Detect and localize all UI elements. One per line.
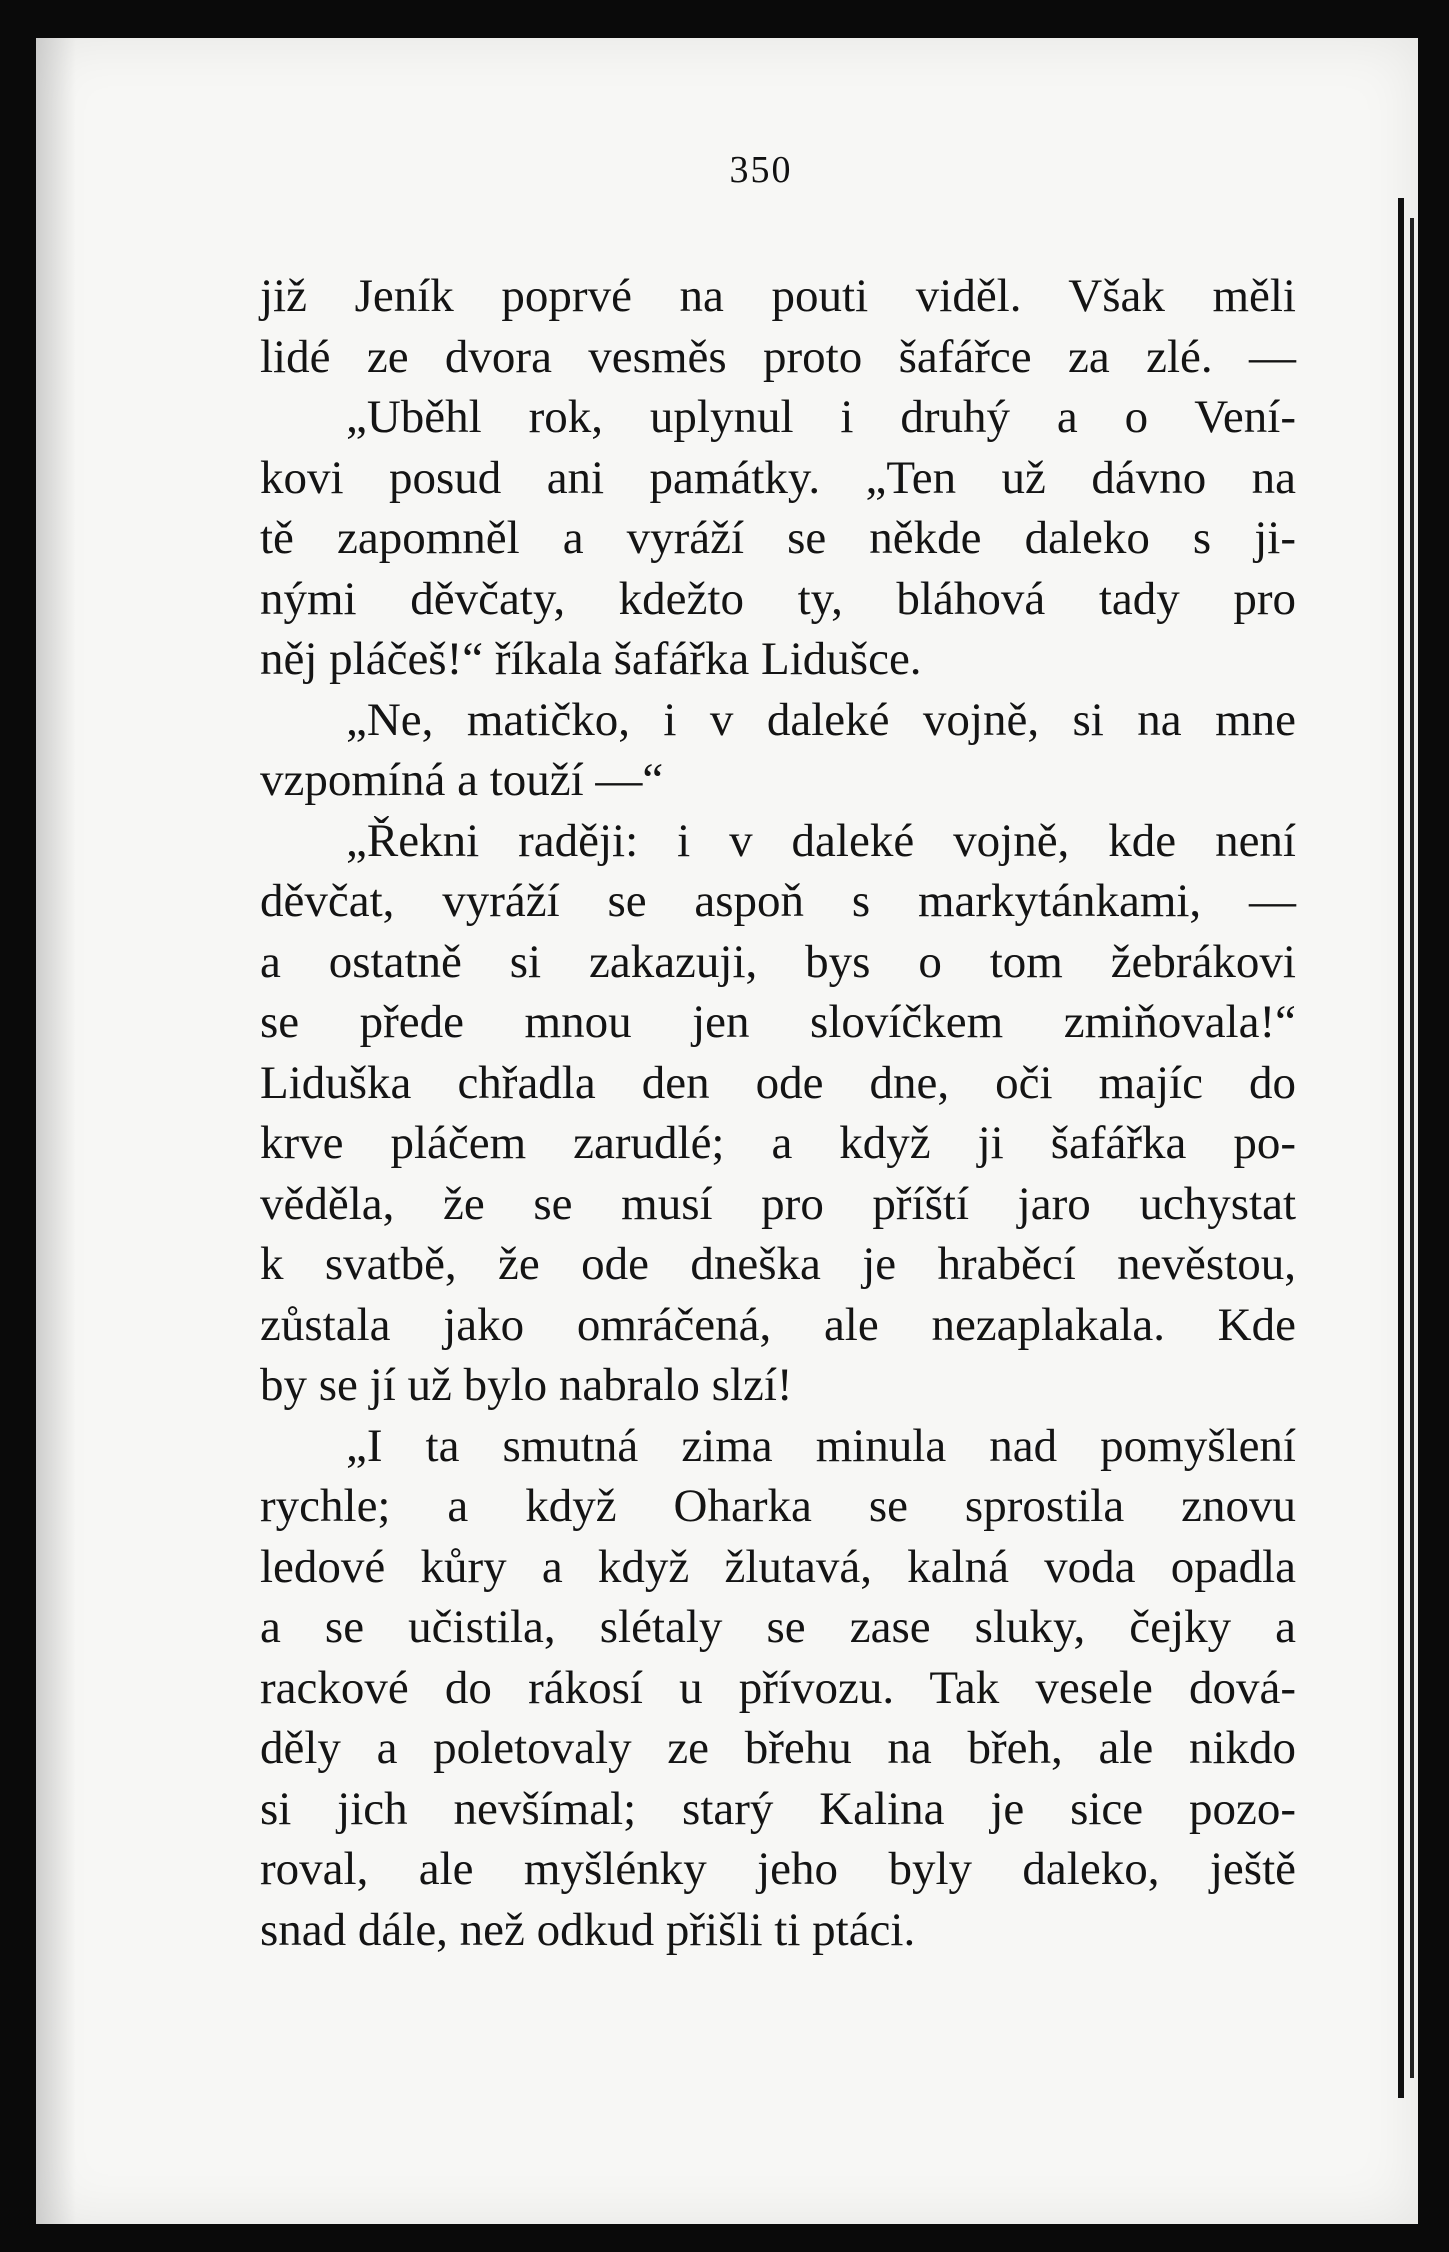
text-line: kovi posud ani památky. „Ten už dávno na: [260, 451, 1296, 504]
text-line: věděla, že se musí pro příští jaro uchystat: [260, 1177, 1296, 1230]
text-line: by se jí už bylo nabralo slzí!: [260, 1359, 793, 1411]
text-line: děvčat, vyráží se aspoň s markytánkami, —: [260, 875, 1296, 927]
page-right-edge: [1398, 198, 1404, 2098]
text-line: se přede mnou jen slovíčkem zmiňovala!“: [260, 996, 1296, 1048]
text-line: něj pláčeš!“ říkala šafářka Lidušce.: [260, 633, 922, 685]
text-line: zůstala jako omráčená, ale nezaplakala. Kde: [260, 1298, 1296, 1351]
text-line: krve pláčem zarudlé; a když ji šafářka po-: [260, 1117, 1296, 1169]
text-line: Liduška chřadla den ode dne, oči majíc do: [260, 1056, 1296, 1109]
text-line: a ostatně si zakazuji, bys o tom žebrákovi: [260, 935, 1296, 988]
page-right-edge-inner: [1410, 218, 1414, 2078]
text-line: děly a poletovaly ze břehu na břeh, ale nikdo: [260, 1722, 1296, 1774]
text-line: „Ne, matičko, i v daleké vojně, si na mne: [346, 693, 1296, 746]
text-line: lidé ze dvora vesměs proto šafářce za zlé. —: [260, 330, 1296, 383]
body-text: [260, 266, 1296, 1960]
text-line: vzpomíná a touží —“: [260, 754, 664, 806]
text-line: „I ta smutná zima minula nad pomyšlení: [346, 1419, 1296, 1472]
text-line: tě zapomněl a vyráží se někde daleko s ji-: [260, 512, 1296, 564]
text-line: roval, ale myšlénky jeho byly daleko, ještě: [260, 1843, 1296, 1895]
text-line: snad dále, než odkud přišli ti ptáci.: [260, 1903, 916, 1956]
text-line: „Uběhl rok, uplynul i druhý a o Vení-: [346, 391, 1296, 443]
text-line: rackové do rákosí u přívozu. Tak vesele dová-: [260, 1661, 1296, 1714]
text-line: „Řekni raději: i v daleké vojně, kde není: [346, 814, 1296, 867]
text-line: si jich nevšímal; starý Kalina je sice pozo-: [260, 1782, 1296, 1835]
text-line: ledové kůry a když žlutavá, kalná voda opadla: [260, 1540, 1296, 1593]
page-number: 350: [729, 149, 793, 191]
text-line: rychle; a když Oharka se sprostila znovu: [260, 1480, 1296, 1532]
book-page: [36, 38, 1418, 2224]
text-line: k svatbě, že ode dneška je hraběcí nevěstou,: [260, 1238, 1296, 1290]
text-line: již Jeník poprvé na pouti viděl. Však měli: [260, 270, 1296, 322]
page-left-shadow: [36, 38, 76, 2224]
text-line: a se učistila, slétaly se zase sluky, čejky a: [260, 1601, 1296, 1653]
text-line: nými děvčaty, kdežto ty, bláhová tady pro: [260, 572, 1296, 625]
